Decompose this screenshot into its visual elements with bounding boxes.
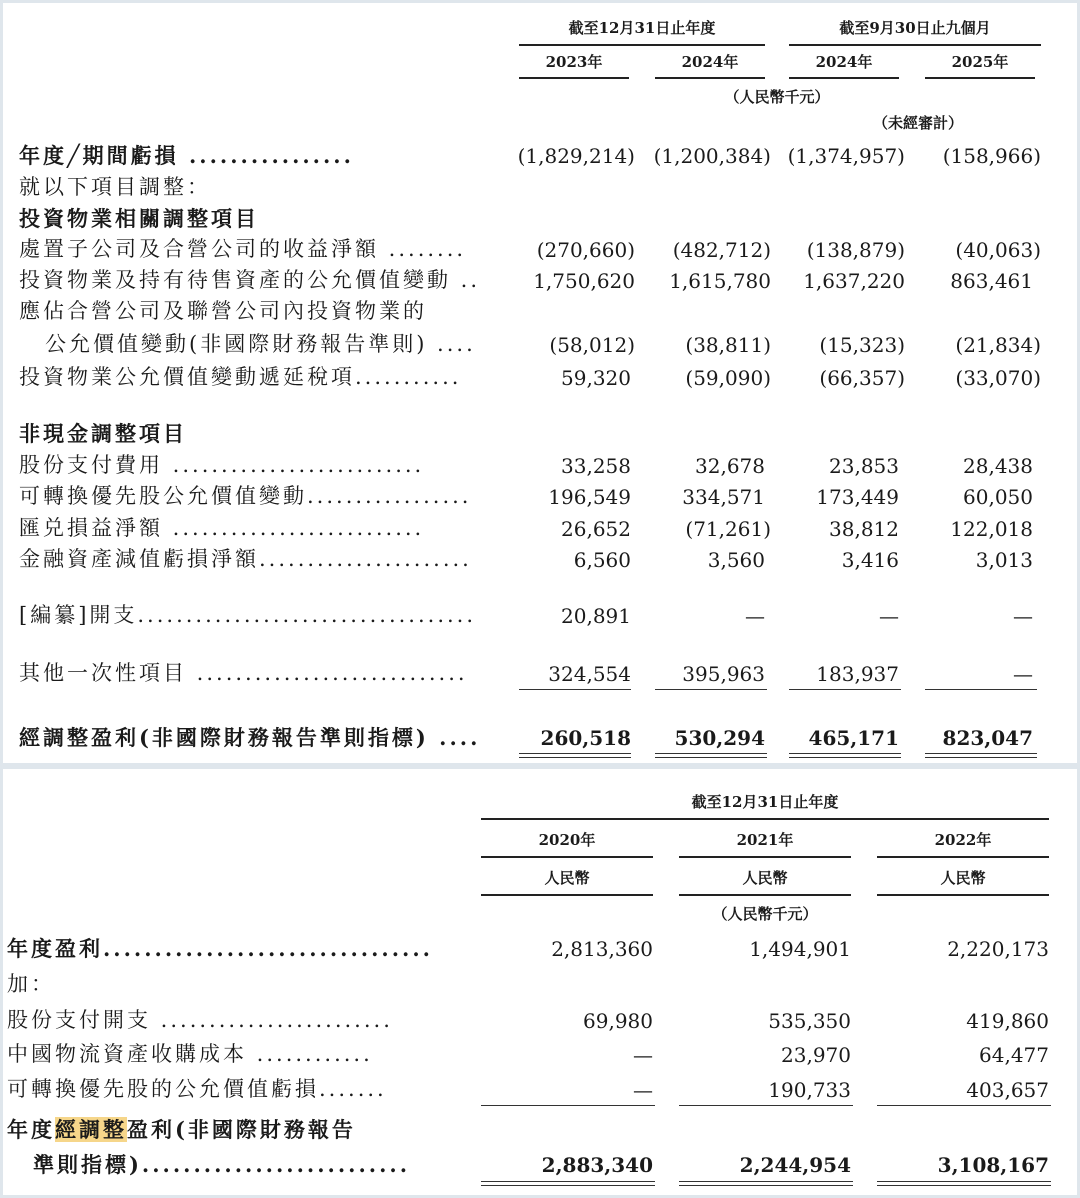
cell-value: — (633, 1078, 653, 1102)
cell-value: — (1013, 604, 1033, 628)
cell-value: (33,070) (955, 366, 1041, 390)
total-label-post: 盈利(非國際財務報告 (127, 1117, 356, 1142)
year-rule (481, 856, 653, 858)
cell-value: 1,637,220 (803, 269, 905, 293)
cell-value: 23,970 (781, 1043, 851, 1067)
cell-value: 32,678 (695, 454, 765, 478)
subtotal-rule (925, 689, 1037, 690)
row-label: 應佔合營公司及聯營公司內投資物業的 (19, 299, 427, 323)
cell-value: 23,853 (829, 454, 899, 478)
row-label: 其他一次性項目 ............................ (19, 661, 468, 685)
currency-header: 人民幣 (544, 869, 590, 887)
total-label-line2: 準則指標).......................... (33, 1152, 411, 1177)
cell-value: 1,494,901 (749, 937, 851, 961)
header-rule (481, 818, 1049, 820)
cell-value: (58,012) (549, 333, 635, 357)
total-double-rule (519, 757, 631, 758)
cell-value: 1,615,780 (669, 269, 771, 293)
unit-label: （人民幣千元） (724, 88, 830, 106)
subtotal-rule (519, 689, 631, 690)
group-header-fy: 截至12月31日止年度 (691, 793, 839, 811)
header-rule (519, 44, 765, 46)
cell-value: (270,660) (536, 238, 635, 262)
cell-value: 26,652 (561, 517, 631, 541)
cell-value: (1,200,384) (653, 144, 771, 168)
cell-value: (1,374,957) (787, 144, 905, 168)
total-double-rule (877, 1185, 1051, 1186)
cell-value: (15,323) (819, 333, 905, 357)
cell-value: 535,350 (768, 1009, 851, 1033)
top-table-panel (3, 3, 1077, 763)
cell-value: 20,891 (561, 604, 631, 628)
cell-value: 122,018 (950, 517, 1033, 541)
year-header: 2023年 (545, 53, 603, 71)
cell-value: — (1013, 662, 1033, 686)
currency-rule (481, 894, 653, 896)
header-rule (789, 44, 1041, 46)
row-label: 可轉換優先股公允價值變動................. (19, 484, 472, 508)
total-value: 260,518 (540, 726, 631, 750)
total-double-rule (655, 757, 767, 758)
year-header: 2024年 (681, 53, 739, 71)
cell-value: 64,477 (979, 1043, 1049, 1067)
total-double-rule (481, 1185, 655, 1186)
cell-value: 403,657 (966, 1078, 1049, 1102)
row-label: 股份支付費用 .......................... (19, 453, 425, 477)
total-value: 2,244,954 (739, 1153, 851, 1177)
cell-value: 6,560 (573, 548, 631, 572)
section-heading: 非現金調整項目 (19, 421, 187, 446)
cell-value: (158,966) (942, 144, 1041, 168)
subtotal-rule (481, 1105, 655, 1106)
total-label (7, 1119, 356, 1140)
total-label-pre: 年度 (7, 1117, 55, 1142)
row-label: 可轉換優先股的公允價值虧損....... (7, 1077, 387, 1101)
cell-value: 863,461 (950, 269, 1033, 293)
cell-value: (21,834) (955, 333, 1041, 357)
row-label: 投資物業公允價值變動遞延稅項........... (19, 365, 462, 389)
total-double-rule (519, 753, 631, 754)
total-value: 823,047 (942, 726, 1033, 750)
cell-value: 1,750,620 (533, 269, 635, 293)
cell-value: (38,811) (685, 333, 771, 357)
cell-value: 190,733 (768, 1078, 851, 1102)
cell-value: 69,980 (583, 1009, 653, 1033)
cell-value: — (879, 604, 899, 628)
total-value: 465,171 (808, 726, 899, 750)
cell-value: 28,438 (963, 454, 1033, 478)
section-heading: 投資物業相關調整項目 (19, 206, 259, 231)
year-header: 2020年 (538, 831, 596, 849)
cell-value: 59,320 (561, 366, 631, 390)
cell-value: 173,449 (816, 485, 899, 509)
year-rule (679, 856, 851, 858)
cell-value: 38,812 (829, 517, 899, 541)
total-value: 2,883,340 (541, 1153, 653, 1177)
cell-value: 2,220,173 (947, 937, 1049, 961)
row-label: 就以下項目調整： (19, 175, 211, 199)
total-double-rule (655, 753, 767, 754)
row-label: 處置子公司及合營公司的收益淨額 ........ (19, 237, 467, 261)
currency-rule (679, 894, 851, 896)
total-label: 經調整盈利(非國際財務報告準則指標) .... (19, 725, 481, 750)
cell-value: 3,013 (975, 548, 1033, 572)
total-double-rule (679, 1181, 853, 1182)
bottom-table-panel (3, 769, 1077, 1195)
currency-header: 人民幣 (742, 869, 788, 887)
cell-value: 196,549 (548, 485, 631, 509)
unaudited-label: （未經審計） (872, 114, 963, 132)
row-label: 股份支付開支 ........................ (7, 1008, 393, 1032)
total-double-rule (925, 757, 1037, 758)
cell-value: 419,860 (966, 1009, 1049, 1033)
total-double-rule (789, 753, 901, 754)
subtotal-rule (679, 1105, 853, 1106)
cell-value: — (745, 604, 765, 628)
cell-value: — (633, 1043, 653, 1067)
subtotal-rule (655, 689, 767, 690)
row-label: 金融資產減值虧損淨額...................... (19, 547, 472, 571)
cell-value: (71,261) (685, 517, 771, 541)
cell-value: (1,829,214) (517, 144, 635, 168)
year-rule (519, 77, 629, 79)
total-double-rule (877, 1181, 1051, 1182)
total-double-rule (789, 757, 901, 758)
cell-value: 2,813,360 (551, 937, 653, 961)
cell-value: 395,963 (682, 662, 765, 686)
cell-value: (138,879) (806, 238, 905, 262)
cell-value: 3,560 (707, 548, 765, 572)
cell-value: 60,050 (963, 485, 1033, 509)
currency-header: 人民幣 (940, 869, 986, 887)
year-header: 2024年 (815, 53, 873, 71)
row-label: 年度╱期間虧損 ................ (19, 143, 354, 168)
cell-value: (482,712) (672, 238, 771, 262)
cell-value: 3,416 (841, 548, 899, 572)
cell-value: 334,571 (682, 485, 765, 509)
cell-value: 183,937 (816, 662, 899, 686)
row-label: 年度盈利................................ (7, 936, 433, 961)
total-label-highlight: 經調整 (55, 1117, 127, 1142)
year-header: 2022年 (934, 831, 992, 849)
cell-value: (59,090) (685, 366, 771, 390)
year-rule (655, 77, 765, 79)
row-label: [編纂]開支................................... (19, 603, 477, 627)
year-rule (877, 856, 1049, 858)
subtotal-rule (877, 1105, 1051, 1106)
cell-value: (40,063) (955, 238, 1041, 262)
unit-label: （人民幣千元） (712, 905, 818, 923)
subtotal-rule (789, 689, 901, 690)
cell-value: 324,554 (548, 662, 631, 686)
total-double-rule (481, 1181, 655, 1182)
row-label: 中國物流資產收購成本 ............ (7, 1042, 373, 1066)
total-value: 3,108,167 (937, 1153, 1049, 1177)
group-header-fy: 截至12月31日止年度 (568, 19, 716, 37)
row-label: 公允價值變動(非國際財務報告準則) .... (45, 332, 476, 356)
year-rule (925, 77, 1035, 79)
currency-rule (877, 894, 1049, 896)
year-rule (789, 77, 899, 79)
total-double-rule (925, 753, 1037, 754)
row-label: 匯兑損益淨額 .......................... (19, 516, 425, 540)
group-header-nine-months: 截至9月30日止九個月 (839, 19, 991, 37)
cell-value: (66,357) (819, 366, 905, 390)
total-double-rule (679, 1185, 853, 1186)
year-header: 2025年 (951, 53, 1009, 71)
total-value: 530,294 (674, 726, 765, 750)
cell-value: 33,258 (561, 454, 631, 478)
year-header: 2021年 (736, 831, 794, 849)
row-label: 投資物業及持有待售資產的公允價值變動 .. (19, 268, 481, 292)
row-label: 加： (7, 972, 55, 996)
